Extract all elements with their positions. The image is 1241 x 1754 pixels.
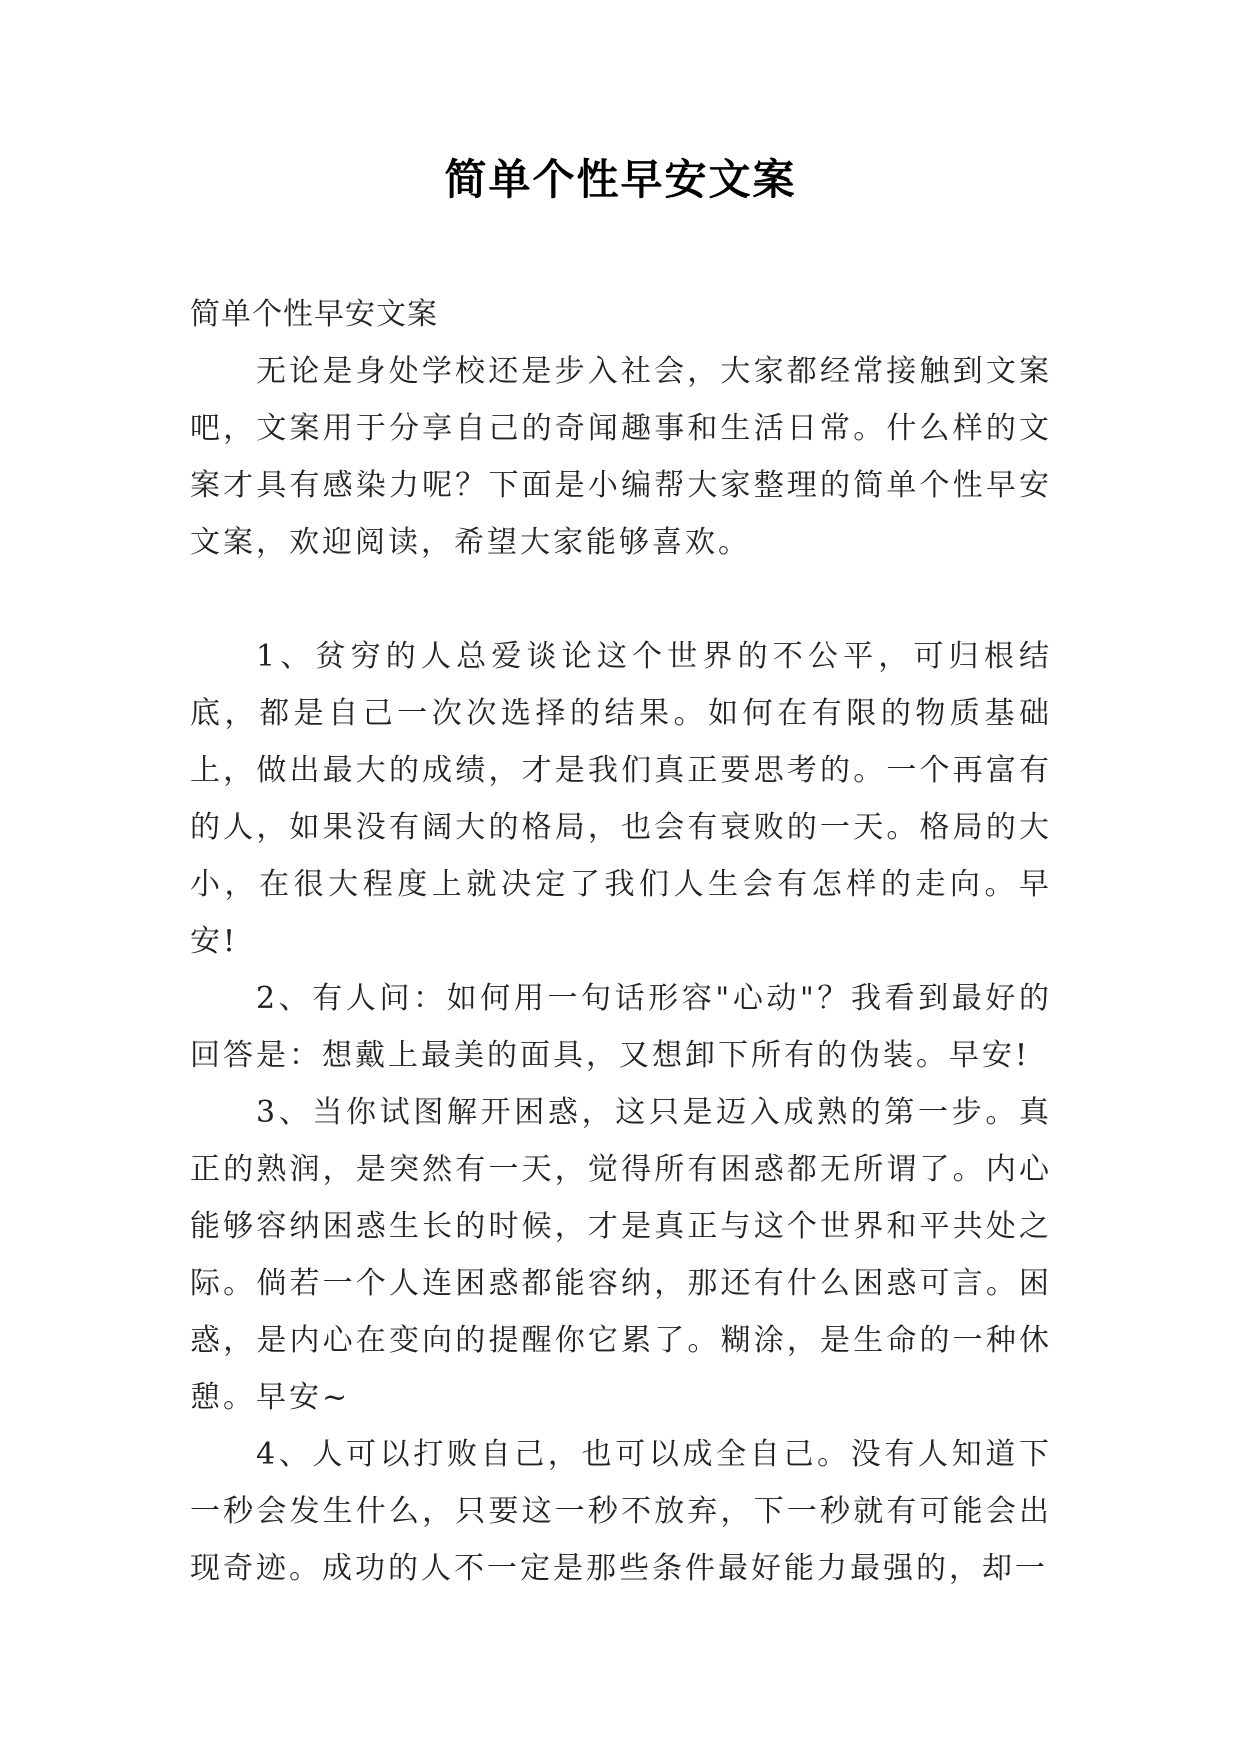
list-item: 1、贫穷的人总爱谈论这个世界的不公平，可归根结底，都是自己一次次选择的结果。如何在有限的物质基础上，做出最大的成绩，才是我们真正要思考的。一个再富有的人，如果没有阔大的格局，也会有衰败的一天。格局的大小，在很大程度上就决定了我们人生会有怎样的走向。早安! [190, 639, 1052, 959]
paragraph-spacer [190, 571, 1052, 628]
list-item: 3、当你试图解开困惑，这只是迈入成熟的第一步。真正的熟润，是突然有一天，觉得所有困惑都无所谓了。内心能够容纳困惑生长的时候，才是真正与这个世界和平共处之际。倘若一个人连困惑都能容纳，那还有什么困惑可言。困惑，是内心在变向的提醒你它累了。糊涂，是生命的一种休憩。早安~ [190, 1095, 1052, 1415]
list-item: 2、有人问：如何用一句话形容"心动"？我看到最好的回答是：想戴上最美的面具，又想卸下所有的伪装。早安! [190, 981, 1052, 1073]
document-body [190, 286, 1052, 1597]
document-title: 简单个性早安文案 [444, 155, 797, 204]
list-item: 4、人可以打败自己，也可以成全自己。没有人知道下一秒会发生什么，只要这一秒不放弃，下一秒就有可能会出现奇迹。成功的人不一定是那些条件最好能力最强的，却一 [190, 1437, 1052, 1586]
document-subtitle: 简单个性早安文案 [190, 297, 438, 332]
intro-paragraph: 无论是身处学校还是步入社会，大家都经常接触到文案吧，文案用于分享自己的奇闻趣事和生活日常。什么样的文案才具有感染力呢？下面是小编帮大家整理的简单个性早安文案，欢迎阅读，希望大家能够喜欢。 [190, 354, 1052, 560]
